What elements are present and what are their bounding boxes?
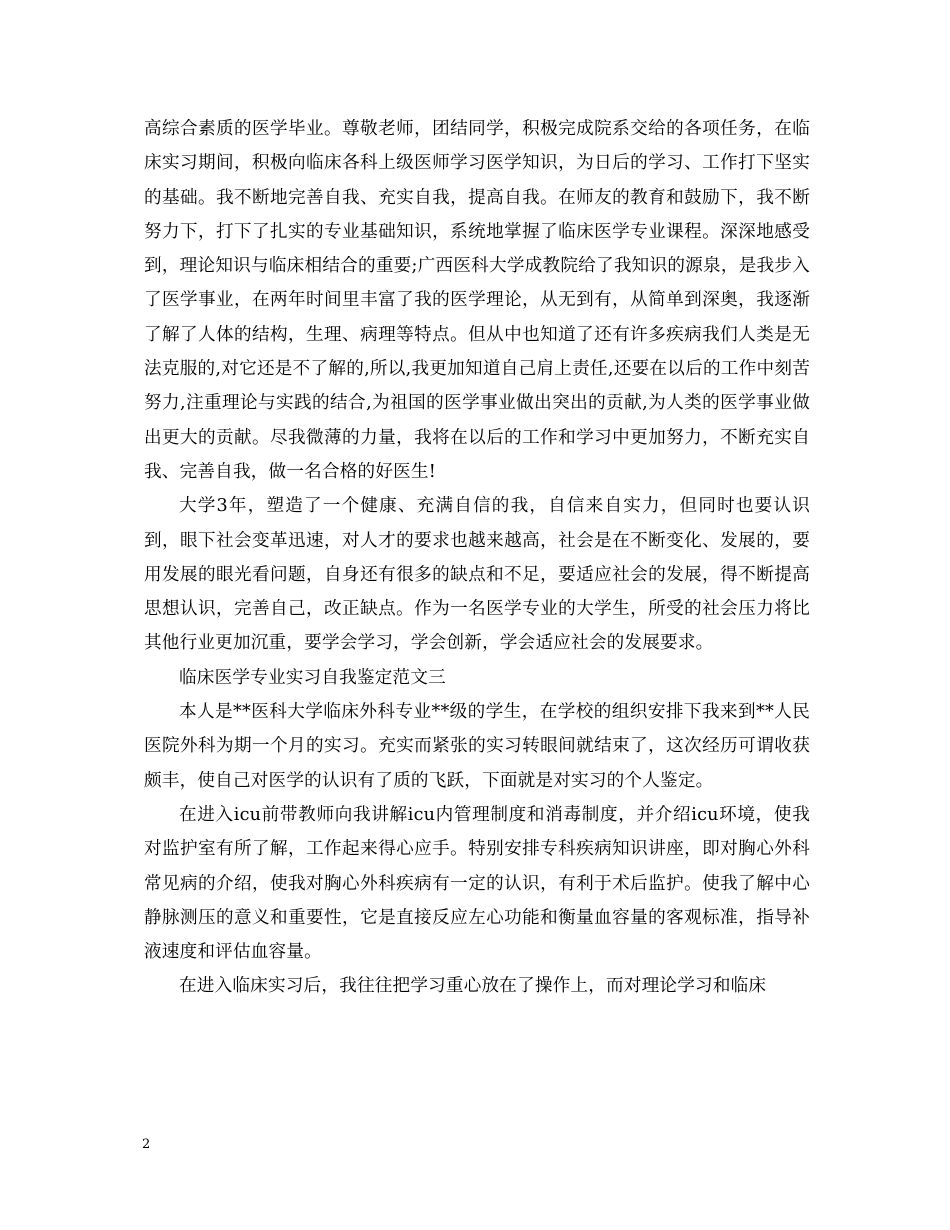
paragraph-5: 在进入临床实习后，我往往把学习重心放在了操作上，而对理论学习和临床 — [179, 976, 767, 997]
section-heading: 临床医学专业实习自我鉴定范文三 — [179, 667, 446, 688]
paragraph-3: 本人是**医科大学临床外科专业**级的学生，在学校的组织安排下我来到**人民医院外科为期一个月的实习。充实而紧张的实习转眼间就结束了，这次经历可谓收获颇丰，使自己对医学的认识有了质的飞跃，下面就是对实习的个人鉴定。 — [144, 702, 810, 791]
page-number: 2 — [142, 1137, 151, 1152]
paragraph-1: 高综合素质的医学毕业。尊敬老师，团结同学，积极完成院系交给的各项任务，在临床实习期间，积极向临床各科上级医师学习医学知识，为日后的学习、工作打下坚实的基础。我不断地完善自我、充实自我，提高自我。在师友的教育和鼓励下，我不断努力下，打下了扎实的专业基础知识，系统地掌握了临床医学专业课程。深深地感受到，理论知识与临床相结合的重要;广西医科大学成教院给了我知识的源泉，是我步入了医学事业，在两年时间里丰富了我的医学理论，从无到有，从简单到深奥，我逐渐了解了人体的结构，生理、病理等特点。但从中也知道了还有许多疾病我们人类是无法克服的,对它还是不了解的,所以,我更加知道自己肩上责任,还要在以后的工作中刻苦努力,注重理论与实践的结合,为祖国的医学事业做出突出的贡献,为人类的医学事业做出更大的贡献。尽我微薄的力量，我将在以后的工作和学习中更加努力，不断充实自我、完善自我，做一名合格的好医生! — [144, 119, 810, 482]
paragraph-2: 大学3年，塑造了一个健康、充满自信的我，自信来自实力，但同时也要认识到，眼下社会变革迅速，对人才的要求也越来越高，社会是在不断变化、发展的，要用发展的眼光看问题，自身还有很多的缺点和不足，要适应社会的发展，得不断提高思想认识，完善自己，改正缺点。作为一名医学专业的大学生，所受的社会压力将比其他行业更加沉重，要学会学习，学会创新，学会适应社会的发展要求。 — [144, 496, 810, 654]
paragraph-4: 在进入icu前带教师向我讲解icu内管理制度和消毒制度，并介绍icu环境，使我对监护室有所了解，工作起来得心应手。特别安排专科疾病知识讲座，即对胸心外科常见病的介绍，使我对胸心外科疾病有一定的认识，有利于术后监护。使我了解中心静脉测压的意义和重要性，它是直接反应左心功能和衡量血容量的客观标准，指导补液速度和评估血容量。 — [144, 804, 810, 963]
document-body — [144, 112, 810, 1004]
